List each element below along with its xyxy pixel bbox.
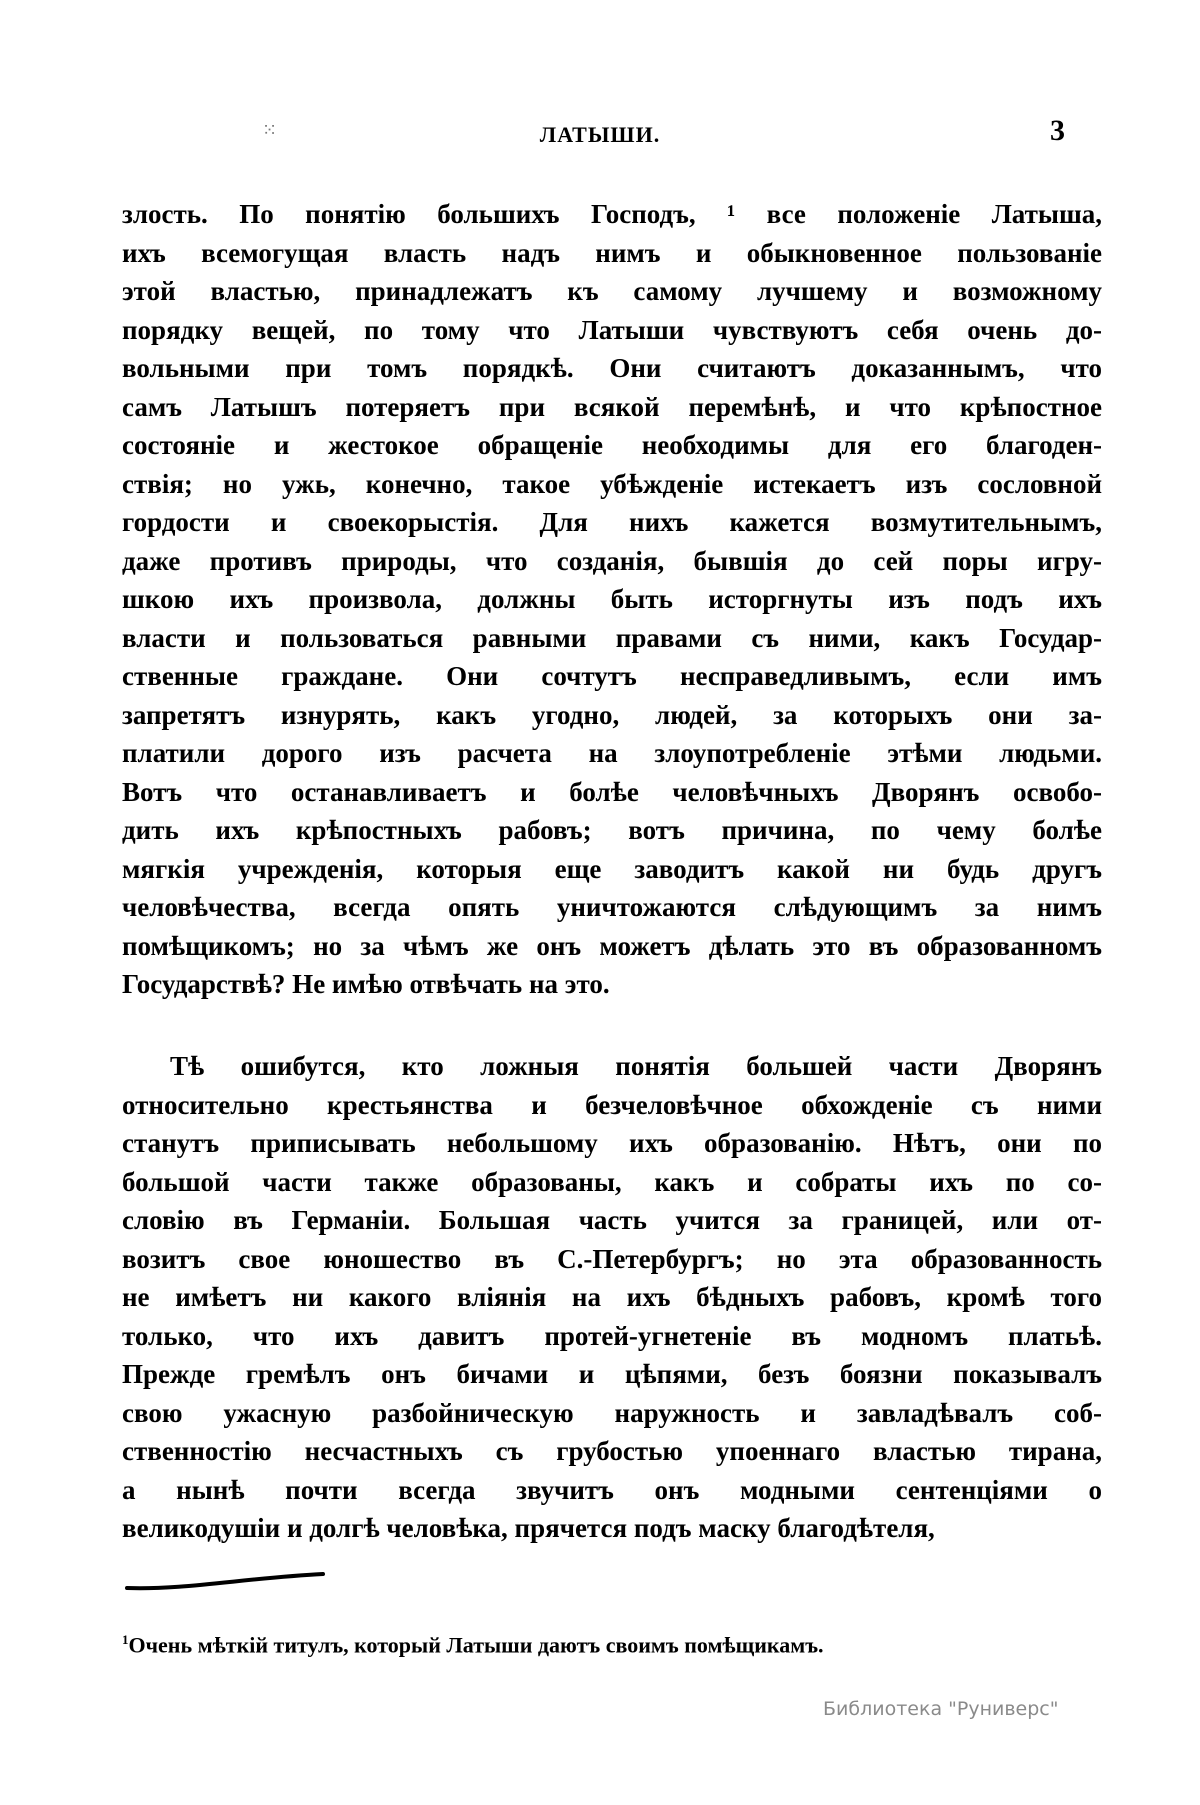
text-line: шкою ихъ произвола, должны быть исторгнуты изъ подъ ихъ (122, 584, 1102, 614)
text-line: ихъ всемогущая власть надъ нимъ и обыкновенное пользованіе (122, 237, 1102, 268)
text-line: не имѣетъ ни какого вліянія на ихъ бѣдныхъ рабовъ, кромѣ того (122, 1282, 1102, 1312)
text-line: Прежде гремѣлъ онъ бичами и цѣпями, безъ боязни показывалъ (122, 1359, 1102, 1389)
paragraph-1 (122, 195, 1102, 1004)
text-line: этой властью, принадлежатъ къ самому лучшему и возможному (122, 276, 1102, 306)
text-line: Тѣ ошибутся, кто ложныя понятія большей части Дворянъ (170, 1051, 1102, 1081)
footnote-rule (125, 1570, 325, 1594)
text-line: гордости и своекорыстія. Для нихъ кажется возмутительнымъ, (122, 507, 1102, 537)
text-line: дить ихъ крѣпостныхъ рабовъ; вотъ причина, по чему болѣе (122, 815, 1102, 845)
print-smudge-mark: ⁙ (262, 120, 278, 140)
text-line: а нынѣ почти всегда звучитъ онъ модными сентенціями о (122, 1474, 1102, 1505)
text-line: великодушіи и долгѣ человѣка, прячется подъ маску благодѣтеля, (122, 1513, 935, 1543)
text-line: большой части также образованы, какъ и собраты ихъ по со- (122, 1166, 1102, 1197)
text-line: платили дорого изъ расчета на злоупотребленіе этѣми людьми. (122, 738, 1102, 768)
text-line: Вотъ что останавливаетъ и болѣе человѣчныхъ Дворянъ освобо- (122, 776, 1102, 807)
text-line: даже противъ природы, что созданія, бывшія до сей поры игру- (122, 545, 1102, 576)
text-line: возитъ свое юношество въ С.-Петербургъ; но эта образованность (122, 1243, 1102, 1274)
text-line: ственностію несчастныхъ съ грубостью упоеннаго властью тирана, (122, 1436, 1102, 1466)
text-line: самъ Латышъ потеряетъ при всякой перемѣнѣ, и что крѣпостное (122, 391, 1102, 422)
text-line: ственные граждане. Они сочтутъ несправедливымъ, если имъ (122, 661, 1102, 691)
text-line: ствія; но ужь, конечно, такое убѣжденіе истекаетъ изъ сословной (122, 468, 1102, 499)
text-line: относительно крестьянства и безчеловѣчное обхожденіе съ ними (122, 1089, 1102, 1120)
text-line: человѣчества, всегда опять уничтожаются слѣдующимъ за нимъ (122, 892, 1102, 922)
footnote (122, 1632, 824, 1658)
text-line: злость. По понятію большихъ Господъ, ¹ все положеніе Латыша, (122, 199, 1102, 229)
text-line: власти и пользоваться равными правами съ ними, какъ Государ- (122, 622, 1102, 653)
text-line: помѣщикомъ; но за чѣмъ же онъ можетъ дѣлать это въ образованномъ (122, 930, 1102, 961)
text-line: запретятъ изнурять, какъ угодно, людей, за которыхъ они за- (122, 699, 1102, 730)
text-line: вольными при томъ порядкѣ. Они считаютъ доказаннымъ, что (122, 353, 1102, 383)
text-line: станутъ приписывать небольшому ихъ образованію. Нѣтъ, они по (122, 1128, 1102, 1158)
text-line: свою ужасную разбойническую наружность и завладѣвалъ соб- (122, 1397, 1102, 1428)
paragraph-2 (122, 1047, 1102, 1548)
text-line: порядку вещей, по тому что Латыши чувствуютъ себя очень до- (122, 314, 1102, 345)
text-line: словію въ Германіи. Большая часть учится за границей, или от- (122, 1205, 1102, 1235)
running-title: ЛАТЫШИ. (539, 122, 661, 147)
text-line: Государствѣ? Не имѣю отвѣчать на это. (122, 969, 610, 999)
page-number: 3 (1050, 114, 1065, 147)
text-line: только, что ихъ давитъ протей-угнетеніе въ модномъ платьѣ. (122, 1320, 1102, 1351)
text-line: состояніе и жестокое обращеніе необходимы для его благоден- (122, 430, 1102, 460)
footnote-marker: 1 (122, 1632, 129, 1647)
library-watermark: Библиотека "Руниверс" (823, 1698, 1059, 1720)
footnote-text: Очень мѣткій титулъ, который Латыши даютъ своимъ помѣщикамъ. (128, 1632, 824, 1658)
text-line: мягкія учрежденія, которыя еще заводитъ какой ни будь другъ (122, 853, 1102, 884)
